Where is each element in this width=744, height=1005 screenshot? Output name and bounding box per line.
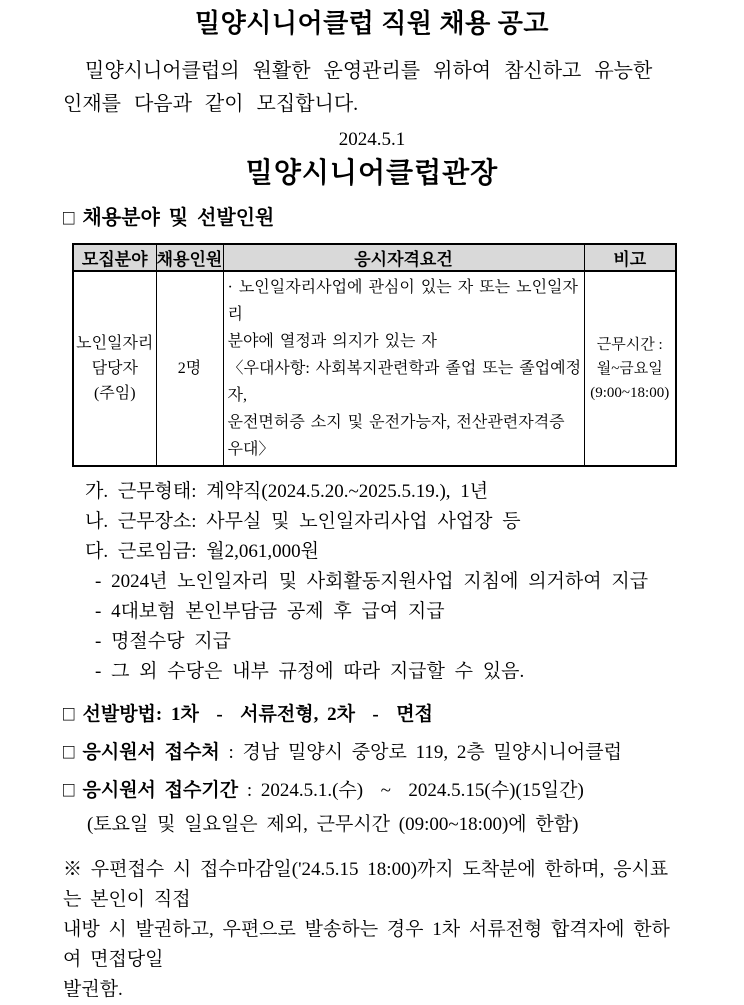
table-header-row [73,244,676,271]
selection-method-item [63,703,681,727]
qualification-line: 분야에 열정과 의지가 있는 자 [227,333,437,350]
selection-method-text: 선발방법: 1차 - 서류전형, 2차 - 면접 [82,704,433,725]
checkbox-icon: □ [63,740,75,764]
cell-qualification [223,271,584,466]
field-line: (주임) [93,385,136,402]
document-date: 2024.5.1 [338,129,406,150]
cell-recruit-count: 2명 [156,271,223,466]
cell-recruit-field [73,271,156,466]
condition-wage: 다. 근로임금: 월2,061,000원 [85,541,320,562]
condition-wage-note-3: - 명절수당 지급 [95,631,231,652]
qualification-line: 운전면허증 소지 및 운전가능자, 전산관련자격증 우대〉 [227,414,571,458]
application-place-label: 응시원서 접수처 [82,742,220,763]
note-line: (9:00~18:00) [590,384,670,401]
checkbox-icon: □ [63,778,75,802]
col-header-note: 비고 [584,244,676,271]
cell-note [584,271,676,466]
application-period-item [63,779,681,803]
checkbox-icon: □ [63,206,75,230]
col-header-qualification: 응시자격요건 [223,244,584,271]
qualification-line: · 노인일자리사업에 관심이 있는 자 또는 노인일자리 [227,279,578,323]
page-title: 밀양시니어클럽 직원 채용 공고 [194,9,549,38]
field-line: 담당자 [91,360,138,377]
footnote-paragraph [63,855,681,1005]
document-author: 밀양시니어클럽관장 [245,158,499,189]
note-line: 월~금요일 [596,360,663,377]
condition-work-type: 가. 근무형태: 계약직(2024.5.20.~2025.5.19.), 1년 [85,481,489,502]
checkbox-icon: □ [63,702,75,726]
note-line: 근무시간 : [596,336,663,353]
qualification-line: 〈우대사항: 사회복지관련학과 졸업 또는 졸업예정자, [227,360,582,404]
col-header-field: 모집분야 [73,244,156,271]
condition-wage-note-4: - 그 외 수당은 내부 규정에 따라 지급할 수 있음. [95,661,525,682]
application-place-item [63,741,681,765]
application-period-value: : 2024.5.1.(수) ~ 2024.5.15(수)(15일간) [238,780,584,801]
footnote-line-3: 발권함. [63,979,123,1000]
condition-wage-note-2: - 4대보험 본인부담금 공제 후 급여 지급 [95,601,445,622]
section-heading-recruit [63,206,681,231]
condition-work-place: 나. 근무장소: 사무실 및 노인일자리사업 사업장 등 [85,511,521,532]
intro-paragraph [63,55,681,121]
table-row [73,271,676,466]
intro-line-2: 인재를 다음과 같이 모집합니다. [63,93,359,115]
intro-line-1: 밀양시니어클럽의 원활한 운영관리를 위하여 참신하고 유능한 [85,60,653,82]
footnote-line-2: 내방 시 발권하고, 우편으로 발송하는 경우 1차 서류전형 합격자에 한하여 면접당일 [63,919,670,970]
condition-wage-note-1: - 2024년 노인일자리 및 사회활동지원사업 지침에 의거하여 지급 [95,571,649,592]
recruit-table [72,243,677,467]
application-period-label: 응시원서 접수기간 [82,780,239,801]
application-period-note: (토요일 및 일요일은 제외, 근무시간 (09:00~18:00)에 한함) [87,814,579,835]
field-line: 노인일자리 [76,335,154,352]
conditions-list [63,480,681,684]
footnote-line-1: ※ 우편접수 시 접수마감일('24.5.15 18:00)까지 도착분에 한하며, 응시표는 본인이 직접 [63,859,669,910]
section-heading-text: 채용분야 및 선발인원 [82,207,275,229]
application-place-value: : 경남 밀양시 중앙로 119, 2층 밀양시니어클럽 [219,742,622,763]
col-header-count: 채용인원 [156,244,223,271]
